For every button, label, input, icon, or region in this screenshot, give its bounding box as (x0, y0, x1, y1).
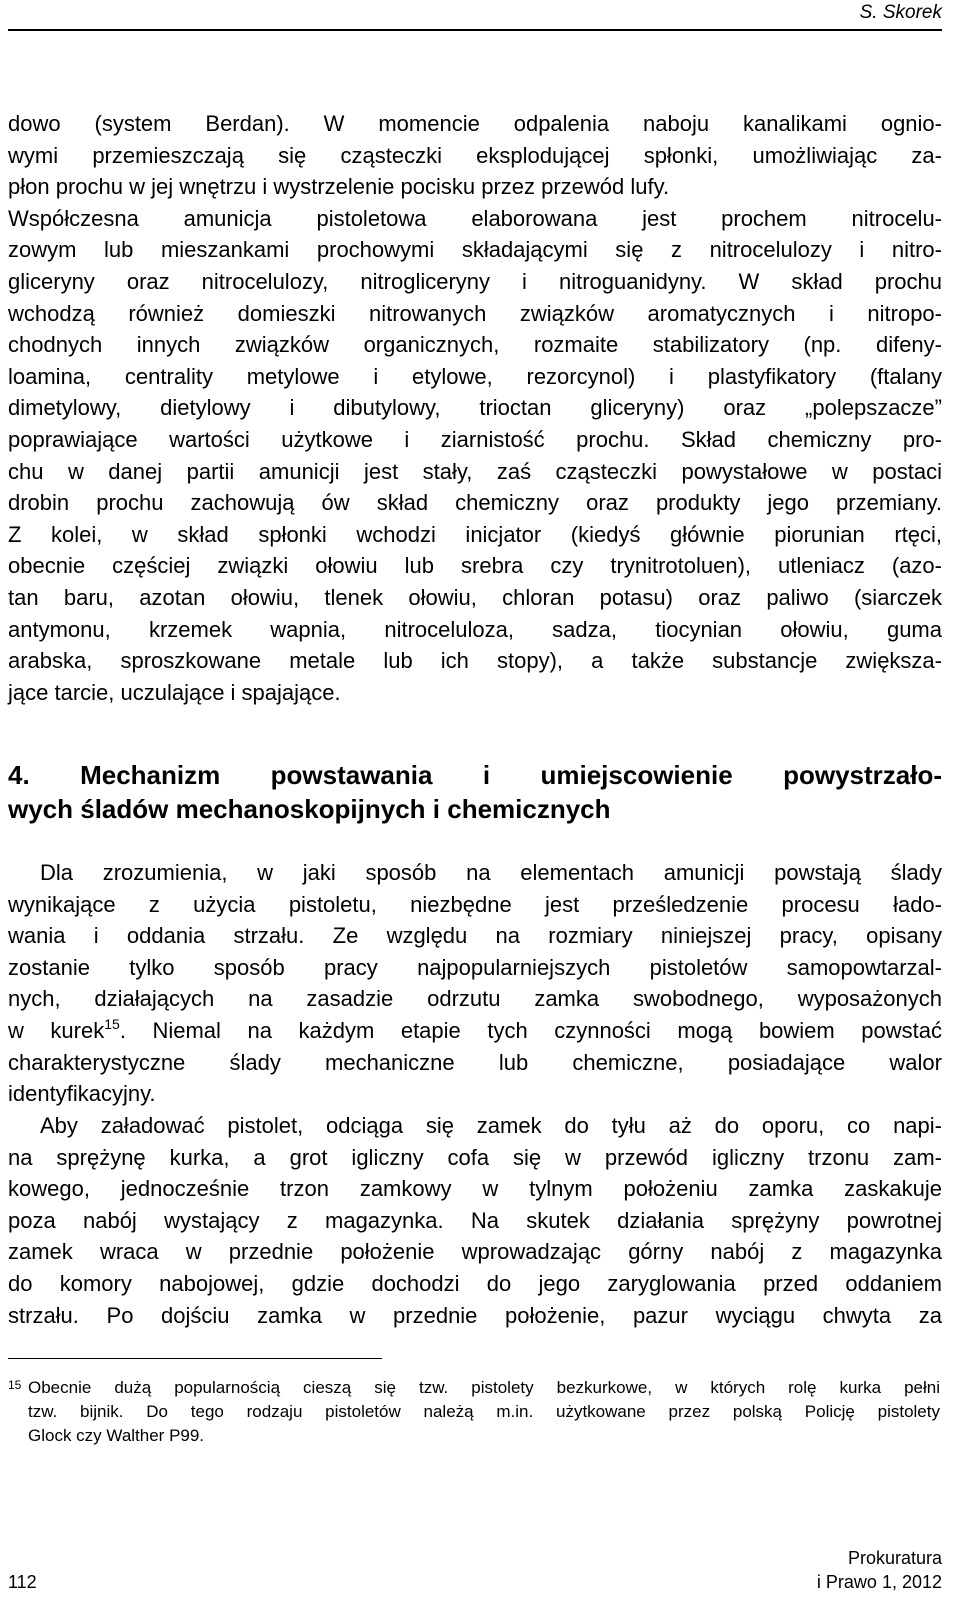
text-line: identyfikacyjny. (8, 1081, 156, 1107)
text-line: drobin prochu zachowują ów skład chemiczny oraz produkty jego przemiany. (8, 490, 942, 516)
text-line: wania i oddania strzału. Ze względu na rozmiary niniejszej pracy, opisany (8, 923, 942, 949)
paragraph-body (8, 1110, 942, 1331)
text-line: gliceryny oraz nitrocelulozy, nitrogliceryny i nitroguanidyny. W skład prochu (8, 268, 942, 294)
text-line: strzału. Po dojściu zamka w przednie położenie, pazur wyciągu chwyta za (8, 1302, 942, 1328)
text-line: kowego, jednocześnie trzon zamkowy w tylnym położeniu zamka zaskakuje (8, 1176, 942, 1202)
text-line: na sprężynę kurka, a grot igliczny cofa się w przewód igliczny trzonu zam- (8, 1144, 942, 1170)
paragraph-body (8, 108, 942, 708)
page-number: 112 (8, 1572, 37, 1592)
text-line: dowo (system Berdan). W momencie odpalenia naboju kanalikami ognio- (8, 111, 942, 136)
text-line: chodnych innych związków organicznych, rozmaite stabilizatory (np. difeny- (8, 332, 942, 358)
footnote-separator (8, 1358, 382, 1359)
journal-title: Prokuratura (847, 1548, 942, 1568)
footnote-line: Obecnie dużą popularnością cieszą się tzw. pistolety bezkurkowe, w których rolę kurka pełni (28, 1378, 940, 1397)
text-line: wymi przemieszczają się cząsteczki eksplodującej spłonki, umożliwiając za- (8, 142, 942, 168)
text-line: do komory nabojowej, gdzie dochodzi do jego zaryglowania przed oddaniem (8, 1270, 942, 1296)
text-line: płon prochu w jej wnętrzu i wystrzelenie pocisku przez przewód lufy. (8, 174, 670, 200)
text-line: chu w danej partii amunicji jest stały, zaś cząsteczki powystałowe w postaci (8, 458, 942, 484)
header-rule (8, 29, 942, 31)
text-line: obecnie częściej związki ołowiu lub srebra czy trynitrotoluen), utleniacz (azo- (8, 553, 942, 579)
text-line: charakterystyczne ślady mechaniczne lub chemiczne, posiadające walor (8, 1049, 942, 1075)
text-line: wynikające z użycia pistoletu, niezbędne jest prześledzenie procesu łado- (8, 891, 942, 917)
footnote-mark: 15 (8, 1378, 22, 1392)
text-line: loamina, centrality metylowe i etylowe, rezorcynol) i plastyfikatory (ftalany (8, 363, 942, 389)
text-line: zamek wraca w przednie położenie wprowadzając górny nabój z magazynka (8, 1239, 942, 1265)
text-line: arabska, sproszkowane metale lub ich stopy), a także substancje zwiększa- (8, 648, 942, 674)
journal-info (817, 1546, 942, 1594)
paragraph-ammunition-composition (8, 108, 942, 708)
text-line: nych, działających na zasadzie odrzutu zamka swobodnego, wyposażonych (8, 986, 942, 1012)
text-line: zostanie tylko sposób pracy najpopularniejszych pistoletów samopowtarzal- (8, 954, 942, 980)
text-line: dimetylowy, dietylowy i dibutylowy, trioctan gliceryny) oraz „polepszacze” (8, 395, 942, 421)
paragraph-loading-procedure (8, 1110, 942, 1331)
footnote-15 (8, 1376, 940, 1448)
footnote-reference[interactable]: 15 (104, 1015, 120, 1032)
text-line: Dla zrozumienia, w jaki sposób na elementach amunicji powstają ślady (40, 860, 942, 885)
text-line: poprawiające wartości użytkowe i ziarnistość prochu. Skład chemiczny pro- (8, 426, 942, 452)
text-line: antymonu, krzemek wapnia, nitroceluloza, sadza, tiocynian ołowiu, guma (8, 616, 942, 642)
text-line: Z kolei, w skład spłonki wchodzi inicjator (kiedyś głównie piorunian rtęci, (8, 521, 942, 547)
text-line-with-footnote (8, 1015, 942, 1047)
text-line: tan baru, azotan ołowiu, tlenek ołowiu, chloran potasu) oraz paliwo (siarczek (8, 584, 942, 610)
heading-4 (8, 758, 942, 826)
text-line: Współczesna amunicja pistoletowa elaborowana jest prochem nitrocelu- (8, 205, 942, 231)
text-line: zowym lub mieszankami prochowymi składającymi się z nitrocelulozy i nitro- (8, 237, 942, 263)
journal-issue: i Prawo 1, 2012 (816, 1572, 942, 1592)
text-line: poza nabój wystający z magazynka. Na skutek działania sprężyny powrotnej (8, 1207, 942, 1233)
heading-line: 4. Mechanizm powstawania i umiejscowienie powystrzało- (8, 760, 942, 790)
footnote-line: tzw. bijnik. Do tego rodzaju pistoletów należą m.in. użytkowane przez polską Policję pistolety (28, 1402, 940, 1421)
text-segment: . Niemal na każdym etapie tych czynności mogą bowiem powstać (119, 1017, 943, 1043)
section-heading (8, 758, 942, 826)
text-line: jące tarcie, uczulające i spajające. (8, 679, 341, 705)
text-line: Aby załadować pistolet, odciąga się zamek do tyłu aż do oporu, co napi- (40, 1113, 942, 1138)
footnote-body (28, 1376, 940, 1448)
text-line: wchodzą również domieszki nitrowanych związków aromatycznych i nitropo- (8, 300, 942, 326)
text-segment: w kurek (8, 1017, 105, 1043)
paragraph-mechanism-intro (8, 857, 942, 1110)
running-head-author: S. Skorek (859, 2, 942, 23)
heading-line: wych śladów mechanoskopijnych i chemicznych (8, 794, 611, 824)
paragraph-body (8, 857, 942, 1110)
footnote-line: Glock czy Walther P99. (28, 1426, 205, 1445)
